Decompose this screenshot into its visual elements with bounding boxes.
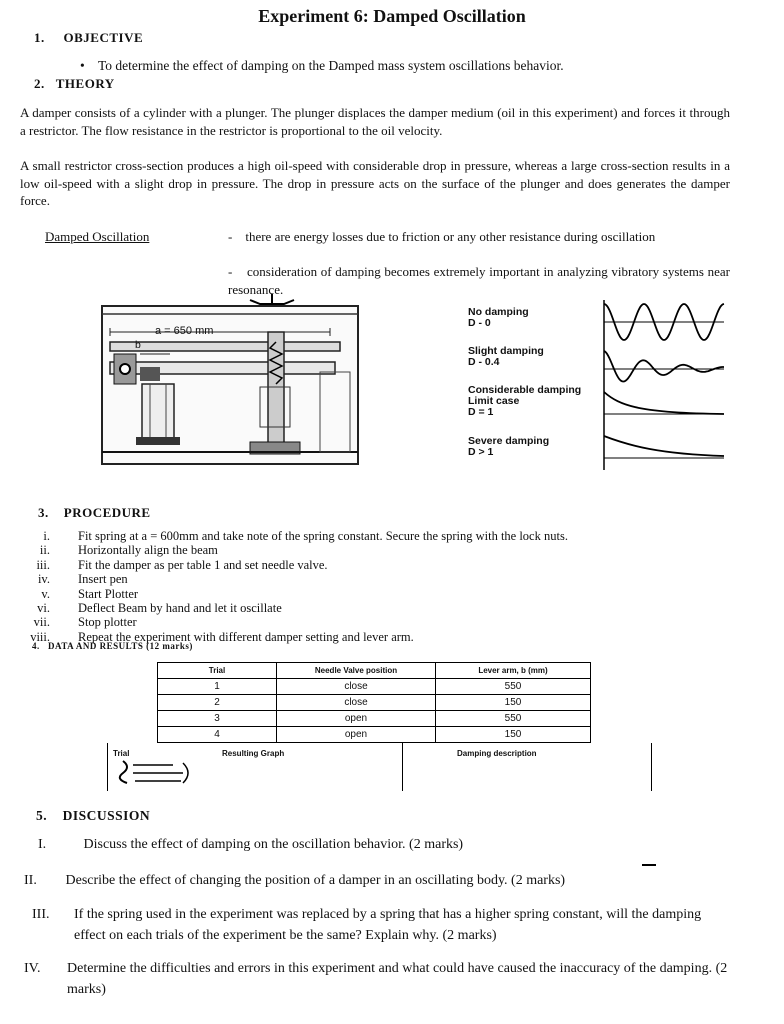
table-row: 4 open 150 <box>158 727 591 743</box>
section-number: 2. <box>34 76 45 91</box>
section-number: 1. <box>34 30 45 45</box>
dash-mark <box>642 864 656 866</box>
section-title: DISCUSSION <box>62 808 151 823</box>
discussion-question-2: II. Describe the effect of changing the position of a damper in an oscillating body. (2 marks) <box>24 873 566 888</box>
curve-label-no-damping: No damping D - 0 <box>468 306 529 329</box>
results-header-trial: Trial <box>113 749 130 758</box>
damped-point-1: - there are energy losses due to friction or any other resistance during oscillation <box>228 229 656 244</box>
data-table <box>157 662 591 743</box>
damping-curves-figure <box>600 296 730 474</box>
damped-point-2: - consideration of damping becomes extremely important in analyzing vibratory systems near resonance. <box>228 264 730 297</box>
handwritten-sketch <box>113 757 213 789</box>
objective-text: To determine the effect of damping on the Damped mass system oscillations behavior. <box>98 58 564 73</box>
discussion-question-3: III. If the spring used in the experiment was replaced by a spring that has a higher spring constant, will the damping effect on each trials of the experiment be the same? Explain why. (2 marks) <box>32 907 702 943</box>
table-row: 2 close 150 <box>158 695 591 711</box>
bullet-icon: • <box>80 58 85 73</box>
theory-paragraph-1: A damper consists of a cylinder with a plunger. The plunger displaces the damper medium (oil in this experiment) and forces it through a restrictor. The flow resistance in the restrictor is proportional to the oil velocity. <box>20 105 730 138</box>
section-title: THEORY <box>55 76 115 91</box>
results-table <box>107 743 653 793</box>
objective-bullet <box>80 58 564 74</box>
objective-heading <box>34 30 143 46</box>
list-item: vi. Deflect Beam by hand and let it oscillate <box>37 600 282 615</box>
section-title: PROCEDURE <box>63 505 151 520</box>
list-item: viii. Repeat the experiment with different damper setting and lever arm. <box>30 629 414 644</box>
list-item: i. Fit spring at a = 600mm and take note of the spring constant. Secure the spring with the lock nuts. <box>43 529 568 543</box>
theory-heading <box>34 76 115 92</box>
severe-damping-curve <box>604 436 724 456</box>
procedure-list <box>18 529 758 644</box>
discussion-question-4: IV. Determine the difficulties and errors in this experiment and what could have caused the inaccuracy of the damping. (2 marks) <box>24 961 728 997</box>
section-title: OBJECTIVE <box>63 30 144 45</box>
discussion-heading <box>36 808 150 824</box>
list-item: v. Start Plotter <box>41 586 139 601</box>
list-item: iv. Insert pen <box>37 572 128 587</box>
slight-damping-curve <box>604 351 724 382</box>
curve-label-slight-damping: Slight damping D - 0.4 <box>468 345 544 368</box>
results-header-graph: Resulting Graph <box>222 749 285 758</box>
discussion-question-1: I. Discuss the effect of damping on the oscillation behavior. (2 marks) <box>38 837 464 852</box>
column-header: Lever arm, b (mm) <box>436 663 591 679</box>
table-row: 1 close 550 <box>158 679 591 695</box>
apparatus-dimension-label: a = 650 mm <box>155 325 214 337</box>
results-header-description: Damping description <box>457 749 537 758</box>
section-number: 5. <box>36 808 48 823</box>
section-number: 4. <box>32 641 40 651</box>
list-item: ii. Horizontally align the beam <box>39 543 218 558</box>
data-heading <box>32 641 193 651</box>
table-header-row <box>158 663 591 679</box>
page-title: Experiment 6: Damped Oscillation <box>258 6 526 26</box>
section-title: DATA AND RESULTS (12 marks) <box>48 641 193 651</box>
procedure-heading <box>38 505 151 521</box>
apparatus-figure <box>100 292 362 470</box>
curve-label-considerable-damping: Considerable damping Limit case D = 1 <box>468 384 582 418</box>
table-row: 3 open 550 <box>158 711 591 727</box>
section-number: 3. <box>38 505 49 520</box>
beam <box>110 339 340 351</box>
list-item: vii. Stop plotter <box>33 615 137 630</box>
damped-oscillation-label: Damped Oscillation <box>45 229 150 244</box>
list-item: iii. Fit the damper as per table 1 and set needle valve. <box>36 557 328 572</box>
critical-damping-curve <box>604 392 724 414</box>
spring-column <box>268 332 284 452</box>
column-header: Trial <box>158 663 277 679</box>
damper-cylinder <box>142 384 174 444</box>
curve-label-severe-damping: Severe damping D > 1 <box>468 435 550 458</box>
theory-paragraph-2: A small restrictor cross-section produces a high oil-speed with considerable drop in pressure, whereas a large cross-section results in a low oil-speed with a slight drop in pressure. The drop in pressure acts on the surface of the plunger and does generates the damper force. <box>20 158 730 208</box>
apparatus-b-label: b <box>135 339 141 351</box>
column-header: Needle Valve position <box>277 663 436 679</box>
